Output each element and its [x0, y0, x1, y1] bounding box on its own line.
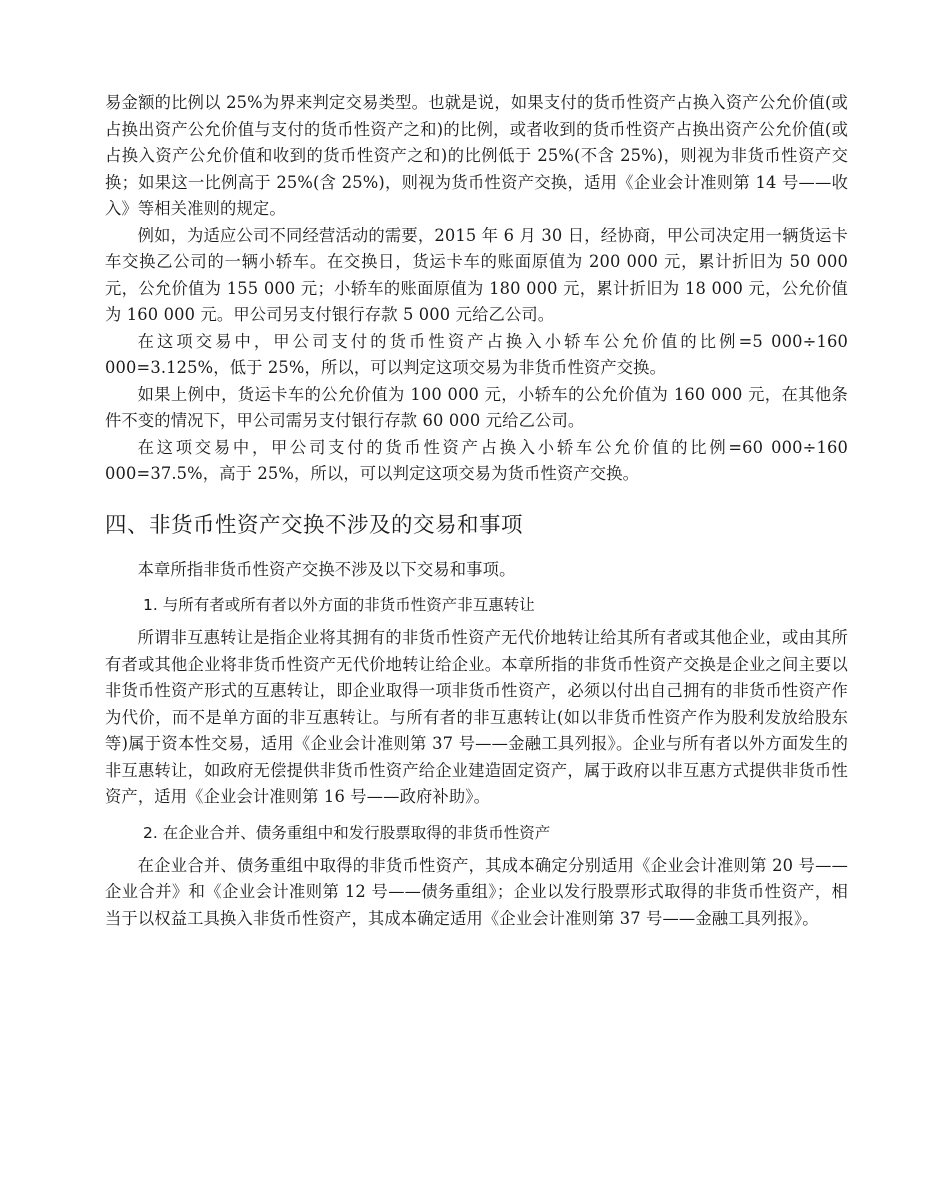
document-page [105, 90, 848, 932]
subsection-heading-2: 2. 在企业合并、债务重组中和发行股票取得的非货币性资产 [143, 823, 551, 842]
section-intro: 本章所指非货币性资产交换不涉及以下交易和事项。 [137, 559, 516, 579]
paragraph-analysis-1: 在这项交易中，甲公司支付的货币性资产占换入小轿车公允价值的比例=5 000÷160 000=3.125%，低于 25%，所以，可以判定这项交易为非货币性资产交换。 [105, 331, 848, 377]
subsection-body-1: 所谓非互惠转让是指企业将其拥有的非货币性资产无代价地转让给其所有者或其他企业，或由其所有者或其他企业将非货币性资产无代价地转让给企业。本章所指的非货币性资产交换是企业之间主要以非货币性资产形式的互惠转让，即企业取得一项非货币性资产，必须以付出自己拥有的非货币性资产作为代价，而不是单方面的非互惠转让。与所有者的非互惠转让(如以非货币性资产作为股利发放给股东等)属于资本性交易，适用《企业会计准则第 37 号——金融工具列报》。企业与所有者以外方面发生的非互惠转让，如政府无偿提供非货币性资产给企业建造固定资产，属于政府以非互惠方式提供非货币性资产，适用《企业会计准则第 16 号——政府补助》。 [105, 628, 848, 806]
paragraph-example: 例如，为适应公司不同经营活动的需要，2015 年 6 月 30 日，经协商，甲公司决定用一辆货运卡车交换乙公司的一辆小轿车。在交换日，货运卡车的账面原值为 200 000 元，累计折旧为 50 000 元，公允价值为 155 000 元；小轿车的账面原值为 180 000 元，累计折旧为 18 000 元，公允价值为 160 000 元。甲公司另支付银行存款 5 000 元给乙公司。 [105, 225, 848, 324]
subsection-body-2: 在企业合并、债务重组中取得的非货币性资产，其成本确定分别适用《企业会计准则第 20 号——企业合并》和《企业会计准则第 12 号——债务重组》；企业以发行股票形式取得的非货币性资产，相当于以权益工具换入非货币性资产，其成本确定适用《企业会计准则第 37 号——金融工具列报》。 [105, 855, 848, 928]
paragraph-variant: 如果上例中，货运卡车的公允价值为 100 000 元，小轿车的公允价值为 160 000 元，在其他条件不变的情况下，甲公司需另支付银行存款 60 000 元给乙公司。 [105, 384, 848, 430]
paragraph-analysis-2: 在这项交易中，甲公司支付的货币性资产占换入小轿车公允价值的比例=60 000÷160 000=37.5%，高于 25%，所以，可以判定这项交易为货币性资产交换。 [105, 437, 848, 483]
paragraph-continued: 易金额的比例以 25%为界来判定交易类型。也就是说，如果支付的货币性资产占换入资产公允价值(或占换出资产公允价值与支付的货币性资产之和)的比例，或者收到的货币性资产占换出资产公允价值(或占换入资产公允价值和收到的货币性资产之和)的比例低于 25%(不含 25%)，则视为非货币性资产交换；如果这一比例高于 25%(含 25%)，则视为货币性资产交换，适用《企业会计准则第 14 号——收入》等相关准则的规定。 [105, 93, 848, 218]
subsection-heading-1: 1. 与所有者或所有者以外方面的非货币性资产非互惠转让 [143, 596, 535, 614]
section-heading: 四、非货币性资产交换不涉及的交易和事项 [105, 512, 524, 538]
